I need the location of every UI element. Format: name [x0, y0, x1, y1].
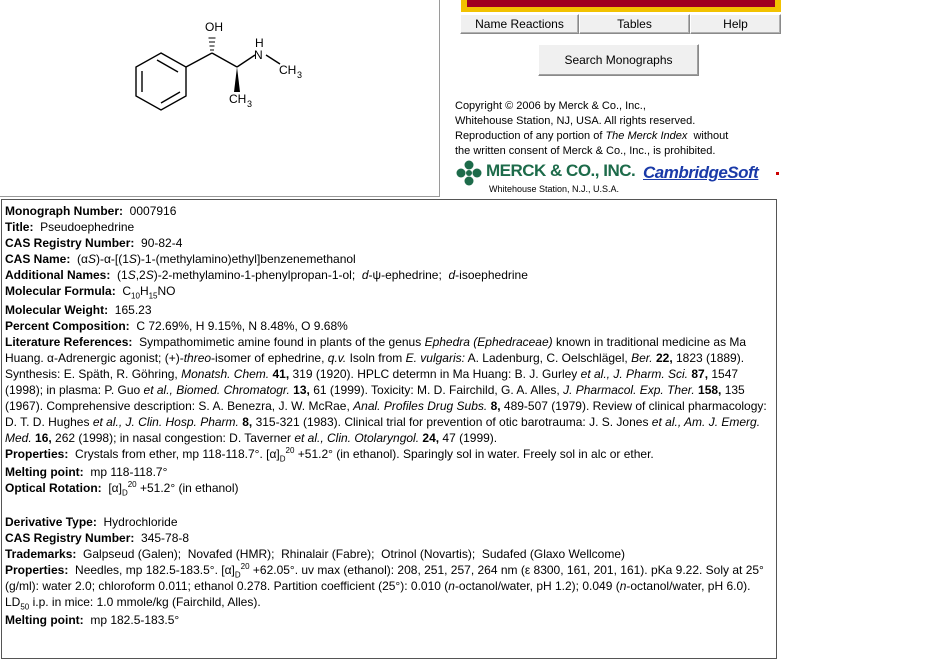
merck-location: Whitehouse Station, N.J., U.S.A.	[489, 184, 620, 194]
literature-segment: A. Ladenburg, C. Oelschlägel,	[464, 351, 632, 365]
literature-segment: E. vulgaris:	[405, 351, 465, 365]
title-row: Title: Pseudoephedrine	[5, 220, 135, 234]
literature-segment: Anal. Profiles Drug Subs.	[353, 399, 488, 413]
literature-segment: 8,	[242, 415, 253, 429]
merck-mark-icon	[456, 160, 482, 186]
ch3-amine-label: CH	[279, 63, 297, 77]
literature-segment: -isomer of ephedrine,	[211, 351, 328, 365]
ch3-chain-label: CH	[229, 92, 247, 106]
literature-segment: 1547 (1998); in plasma: P. Guo	[5, 367, 739, 397]
literature-segment: 135 (1967). Comprehensive description: S. A. Benezra, J. W. McRae,	[5, 383, 745, 413]
literature-references: Literature References: Sympathomimetic amine found in plants of the genus Ephedra (Ephedraceae) known in traditional medicine as Ma Huang. α-Adrenergic agonist; (+)-threo-isomer of ephedrine, q.v. Isoln from E. vulgaris: A. Ladenburg, C. Oelschlägel, Ber. 22, 1823 (1889). Synthesis: E. Späth, R. Göhring, Monatsh. Chem. 41, 319 (1920). HPLC determn in Ma Huang: B. J. Gurley et al., J. Pharm. Sci. 87, 1547 (1998); in plasma: P. Guo et al., Biomed. Chromatogr. 13, 61 (1999). Toxicity: M. D. Fairchild, G. A. Alles, J. Pharmacol. Exp. Ther. 158, 135 (1967). Comprehensive description: S. A. Benezra, J. W. McRae, Anal. Profiles Drug Subs. 8, 489-507 (1979). Review of clinical pharmacology: D. T. D. Hughes et al., J. Clin. Hosp. Pharm. 8, 315-321 (1983). Clinical trial for prevention of otic barotrauma: J. S. Jones et al., Am. J. Emerg. Med. 16, 262 (1998); in nasal congestion: D. Taverner et al., Clin. Otolaryngol. 24, 47 (1999).	[5, 335, 767, 445]
literature-segment: 8,	[490, 399, 501, 413]
monograph-pane[interactable]	[1, 199, 777, 659]
melting-point-row: Melting point: mp 118-118.7°	[5, 465, 168, 479]
nh-label: H	[255, 36, 264, 50]
tables-button[interactable]: Tables	[579, 14, 690, 34]
formula-row: Molecular Formula: $C_{10}H_{15}NO$	[5, 284, 176, 301]
literature-segment: et al., J. Clin. Hosp. Pharm.	[92, 415, 239, 429]
percent-composition-row: Percent Composition: C 72.69%, H 9.15%, N 8.48%, O 9.68%	[5, 319, 348, 333]
literature-segment: 489-507 (1979). Review of clinical pharmacology: D. T. D. Hughes	[5, 399, 767, 429]
copyright-line: Whitehouse Station, NJ, USA. All rights reserved.	[455, 115, 696, 127]
copyright-line: the written consent of Merck & Co., Inc., is prohibited.	[455, 145, 716, 157]
literature-segment: 47 (1999).	[439, 431, 498, 445]
molecular-weight-row: Molecular Weight: 165.23	[5, 303, 152, 317]
literature-segment: 24,	[422, 431, 440, 445]
literature-segment: 158,	[698, 383, 722, 397]
ch3-chain-sub: 3	[247, 99, 253, 109]
derivative-type-row: Derivative Type: Hydrochloride	[5, 515, 178, 529]
literature-segment: 41,	[272, 367, 290, 381]
literature-segment: 61 (1999). Toxicity: M. D. Fairchild, G. A. Alles,	[309, 383, 564, 397]
literature-segment: 22,	[655, 351, 673, 365]
literature-segment: Monatsh. Chem.	[181, 367, 270, 381]
copyright-line: Copyright © 2006 by Merck & Co., Inc.,	[455, 100, 646, 112]
name-reactions-button[interactable]: Name Reactions	[460, 14, 579, 34]
literature-segment: Isoln from	[346, 351, 406, 365]
cambridgesoft-logo[interactable]: CambridgeSoft	[643, 163, 759, 182]
literature-segment: 16,	[35, 431, 52, 445]
literature-segment: J. Pharmacol. Exp. Ther.	[563, 383, 695, 397]
literature-text	[5, 335, 767, 445]
literature-segment: 315-321 (1983). Clinical trial for prevention of otic barotrauma: J. S. Jones	[252, 415, 652, 429]
copyright-notice	[455, 99, 755, 159]
ch3-amine-sub: 3	[297, 70, 303, 80]
literature-segment: Sympathomimetic amine found in plants of the genus	[139, 335, 425, 349]
solid-wedge-methyl	[234, 67, 240, 92]
literature-segment: et al., J. Pharm. Sci.	[580, 367, 689, 381]
pseudoephedrine-structure-drawing	[0, 0, 439, 196]
side-panel	[441, 0, 935, 198]
literature-segment: known in traditional medicine as Ma Huang. α-Adrenergic agonist; (+)-	[5, 335, 747, 365]
cas-row: CAS Registry Number: 90-82-4	[5, 236, 183, 250]
derivative-melting-point-row: Melting point: mp 182.5-183.5°	[5, 613, 180, 627]
structure-pane	[0, 0, 440, 197]
literature-segment: Ephedra (Ephedraceae)	[424, 335, 553, 349]
oh-label: OH	[205, 20, 223, 34]
search-monographs-button[interactable]: Search Monographs	[538, 44, 699, 76]
literature-segment: 13,	[293, 383, 310, 397]
help-button[interactable]: Help	[690, 14, 781, 34]
literature-segment: et al., Am. J. Emerg. Med.	[5, 415, 761, 445]
trademarks-row: Trademarks: Galpseud (Galen); Novafed (HMR); Rhinalair (Fabre); Otrinol (Novartis); Sudafed (Glaxo Wellcome)	[5, 547, 626, 561]
nav-buttons	[460, 14, 781, 34]
literature-segment: 87,	[691, 367, 709, 381]
copyright-line: Reproduction of any portion of The Merck Index without	[455, 130, 729, 142]
banner	[461, 0, 781, 12]
properties-row: Properties: Crystals from ether, mp 118-118.7°. $[\alpha]_D^{20} +51.2^\circ$ (in ethanol). Sparingly sol in water. Freely sol in alc or ether.	[5, 446, 654, 464]
optical-rotation-row: Optical Rotation: $[\alpha]_D^{20} +51.2^\circ$ (in ethanol)	[5, 480, 239, 498]
literature-segment: 262 (1998); in nasal congestion: D. Taverner	[51, 431, 295, 445]
hashed-wedge-oh	[209, 38, 216, 50]
literature-segment: 1823 (1889). Synthesis: E. Späth, R. Göhring,	[5, 351, 745, 381]
literature-segment: et al., Biomed. Chromatogr.	[143, 383, 290, 397]
literature-segment: et al., Clin. Otolaryngol.	[294, 431, 420, 445]
n-label: N	[254, 48, 263, 62]
cambridgesoft-dot-icon	[776, 172, 779, 175]
merck-name: MERCK & CO., INC.	[486, 161, 636, 180]
cas-name-row: CAS Name: (αS)-α-[(1S)-1-(methylamino)ethyl]benzenemethanol	[5, 252, 356, 266]
derivative-properties: Properties: Needles, mp 182.5-183.5°. $[\alpha]_D^{20} +62.05^\circ$. uv max (ethanol): 208, 251, 257, 264 nm (ε 8300, 161, 201, 161). pKa 9.22. Solу at 25° (g/ml): water 2.0; chloroform 0.011; ethanol 0.278. Partition coefficient (25°): 0.010 (n-octanol/water, pH 1.2); 0.049 (n-octanol/water, pH 6.0). $LD_{50}$ i.p. in mice: 1.0 mmole/kg (Fairchild, Alles).	[5, 562, 764, 612]
additional-names-row: Additional Names: (1S,2S)-2-methylamino-1-phenylpropan-1-ol; d-ψ-ephedrine; d-isoephedrine	[5, 268, 528, 282]
merck-logo	[456, 158, 636, 196]
monograph-number-row: Monograph Number: 0007916	[5, 204, 177, 218]
literature-segment: Ber.	[631, 351, 653, 365]
literature-segment: q.v.	[327, 351, 347, 365]
literature-segment: 319 (1920). HPLC determn in Ma Huang: B. J. Gurley	[289, 367, 581, 381]
derivative-cas-row: CAS Registry Number: 345-78-8	[5, 531, 190, 545]
literature-segment: threo	[183, 351, 212, 365]
